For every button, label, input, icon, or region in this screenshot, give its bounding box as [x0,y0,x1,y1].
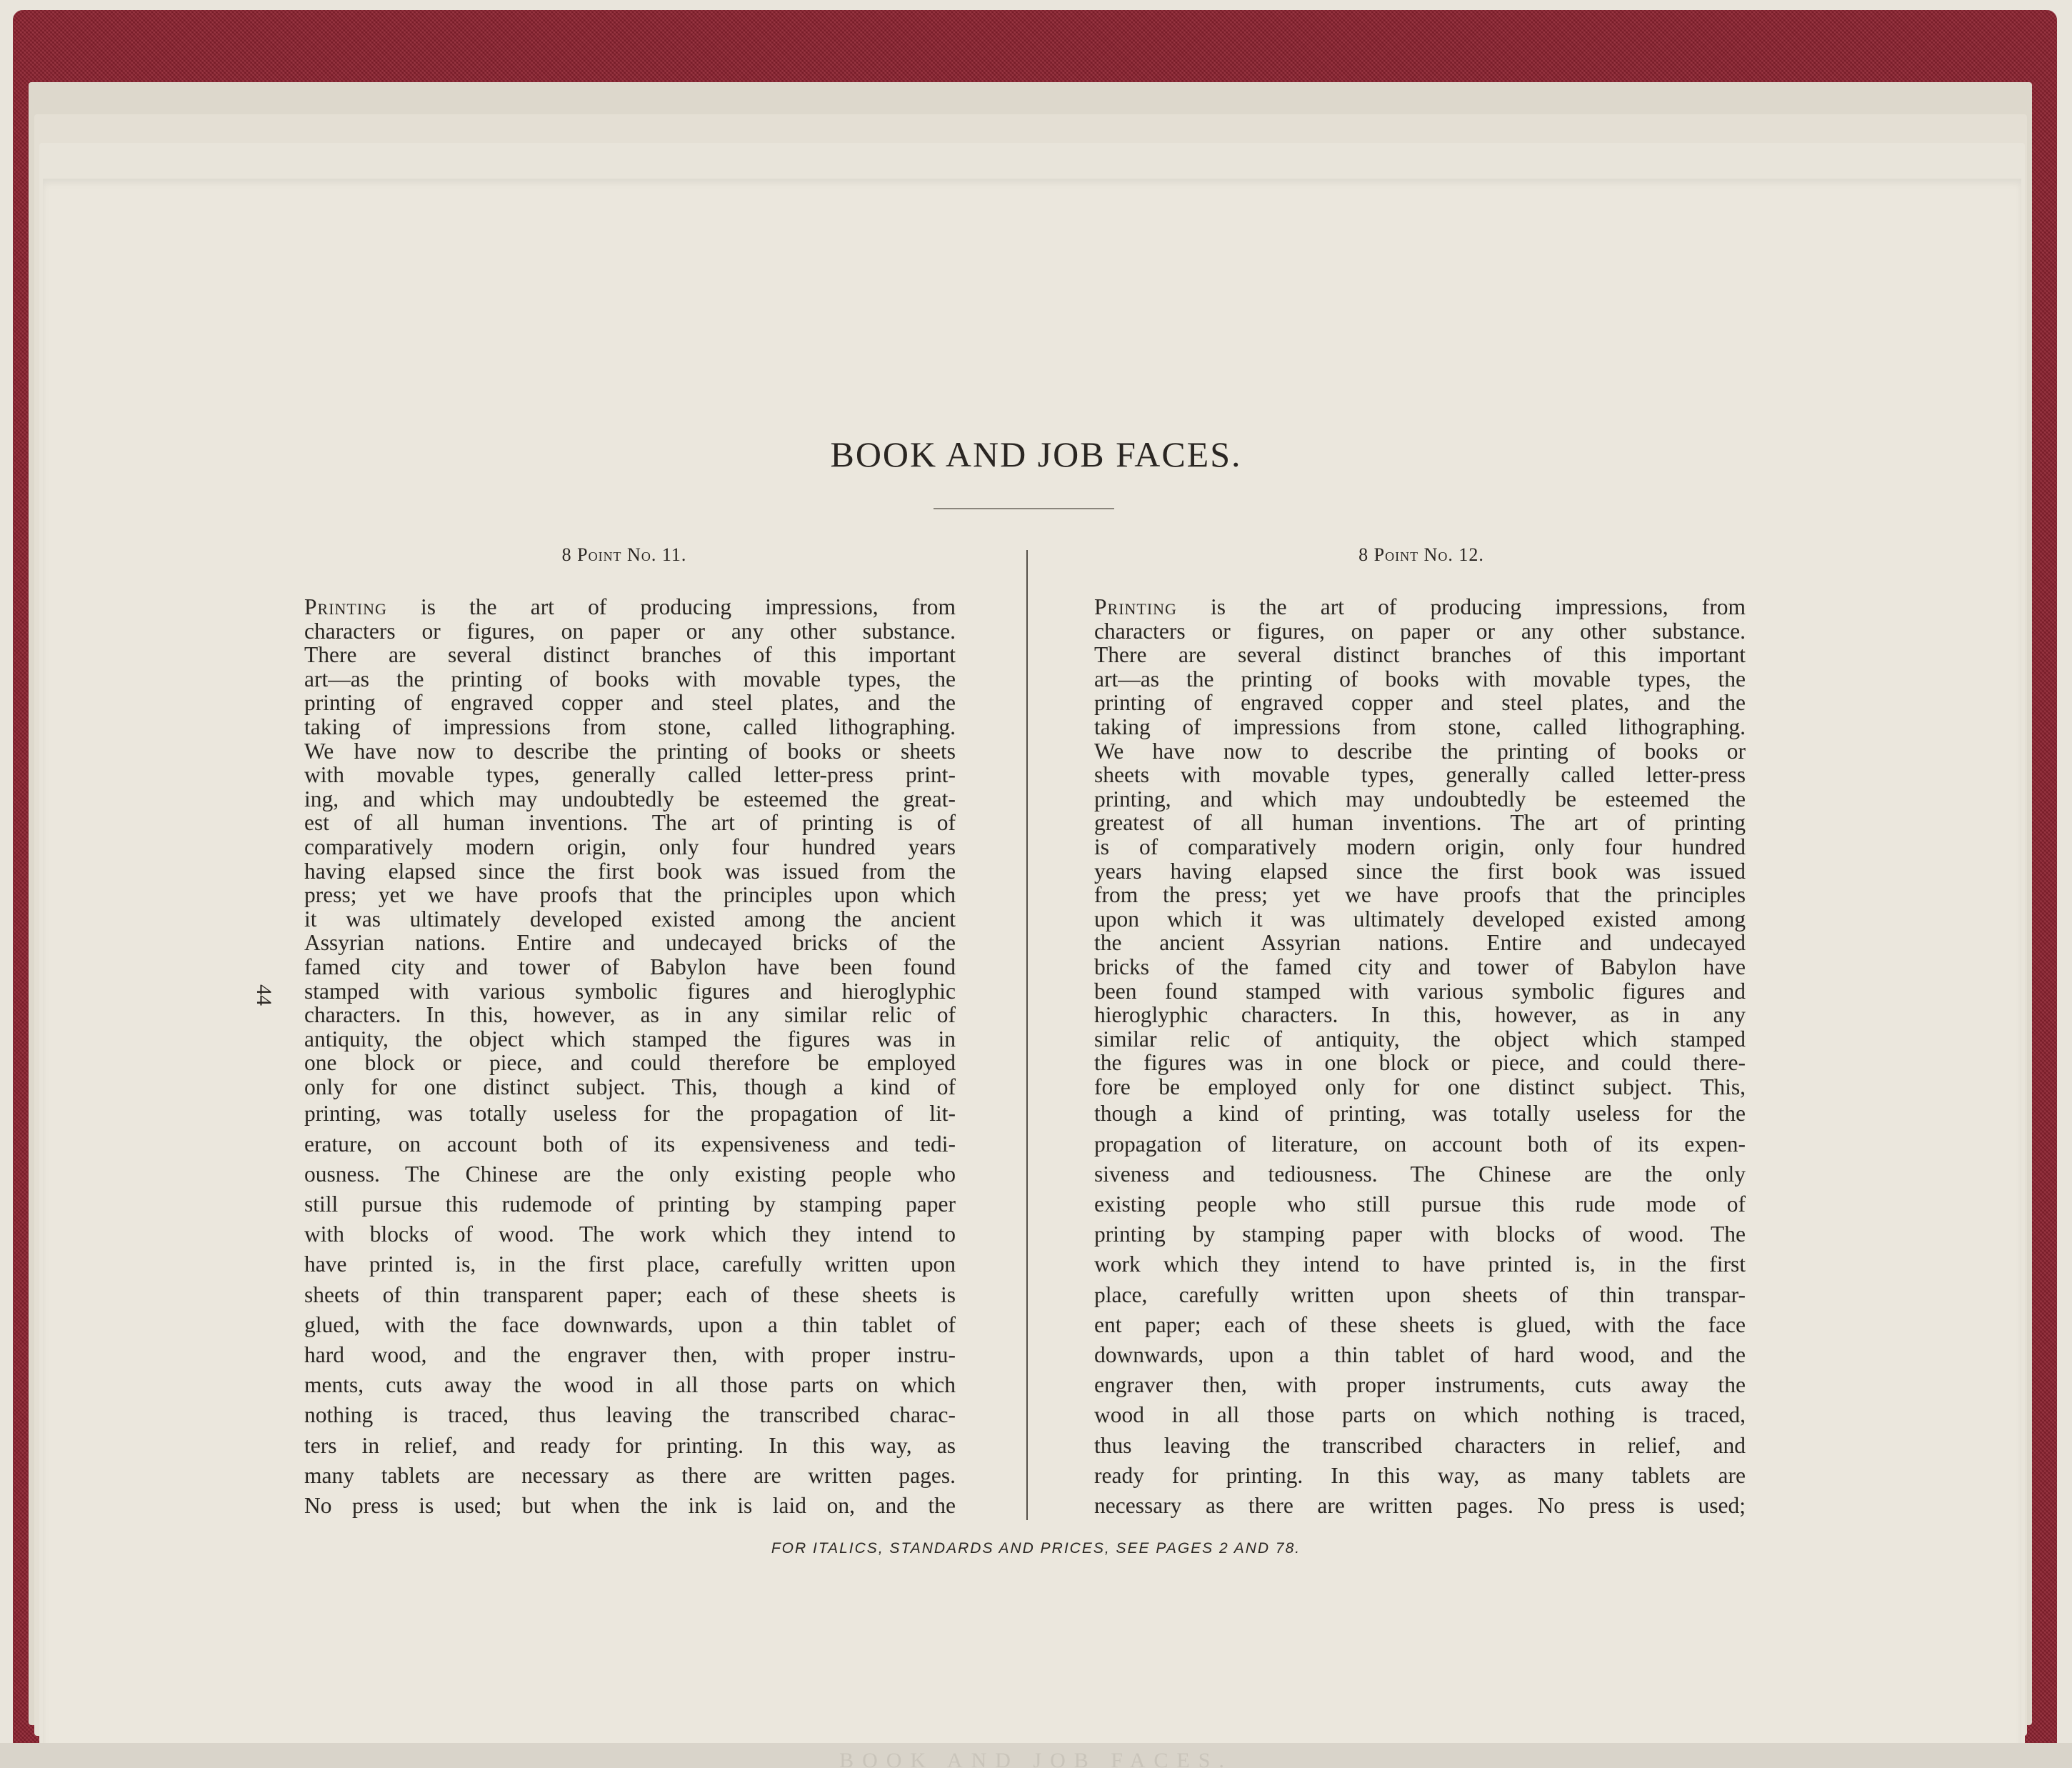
text-line: the ancient Assyrian nations. Entire and undecayed [1094,930,1746,956]
text-line: is of comparatively modern origin, only four hundred [1094,834,1746,859]
bleed-through-text: BOOK AND JOB FACES. [839,1749,1233,1768]
text-line: characters or figures, on paper or any other substance. [1094,618,1746,644]
text-line: antiquity, the object which stamped the figures was in [304,1026,956,1052]
text-line: stamped with various symbolic figures and hieroglyphic [304,978,956,1004]
left-column-text [304,595,956,1521]
text-line [304,595,956,619]
right-column-heading: 8 Point No. 12. [1358,544,1484,565]
text-line: characters. In this, however, as in any similar relic of [304,1002,956,1028]
page-number: 44 [252,984,276,1006]
title-rule [934,508,1114,509]
text-line: There are several distinct branches of this important [304,642,956,668]
text-line: engraver then, with proper instruments, cuts away the [1094,1372,1746,1398]
page-title: BOOK AND JOB FACES. [830,434,1242,474]
text-line: press; yet we have proofs that the principles upon which [304,882,956,908]
text-line: ent paper; each of these sheets is glued, with the face [1094,1312,1746,1337]
text-line: ters in relief, and ready for printing. In this way, as [304,1432,956,1458]
text-line-rest: is the art of producing impressions, from [386,594,956,619]
text-line: printing by stamping paper with blocks of wood. The [1094,1222,1746,1247]
text-line: printing, and which may undoubtedly be esteemed the [1094,786,1746,811]
text-line: hard wood, and the engraver then, with proper instru- [304,1342,956,1367]
text-line: We have now to describe the printing of books or sheets [304,738,956,764]
text-line-rest: is the art of producing impressions, from [1176,594,1746,619]
text-line: with blocks of wood. The work which they intend to [304,1222,956,1247]
text-line: ing, and which may undoubtedly be esteemed the great- [304,786,956,811]
text-line: upon which it was ultimately developed existed among [1094,906,1746,932]
text-line: printing of engraved copper and steel plates, and the [304,690,956,716]
text-line: wood in all those parts on which nothing is traced, [1094,1402,1746,1428]
text-line: est of all human inventions. The art of printing is of [304,810,956,836]
text-line [1094,595,1746,619]
text-line: art—as the printing of books with movable types, the [304,666,956,691]
text-line: place, carefully written upon sheets of thin transpar- [1094,1282,1746,1307]
lead-word: Printing [304,594,387,619]
text-line: it was ultimately developed existed among the ancient [304,906,956,932]
text-line: one block or piece, and could therefore be employed [304,1050,956,1076]
text-line: existing people who still pursue this rude mode of [1094,1192,1746,1217]
text-line: still pursue this rudemode of printing by stamping paper [304,1192,956,1217]
text-line: thus leaving the transcribed characters in relief, and [1094,1432,1746,1458]
text-line: propagation of literature, on account both of its expen- [1094,1131,1746,1157]
text-line: nothing is traced, thus leaving the transcribed charac- [304,1402,956,1428]
column-divider [1026,550,1028,1520]
text-line: from the press; yet we have proofs that the principles [1094,882,1746,908]
text-line: many tablets are necessary as there are written pages. [304,1462,956,1488]
text-line: printing, was totally useless for the propagation of lit- [304,1101,956,1127]
text-line: similar relic of antiquity, the object which stamped [1094,1026,1746,1052]
text-line: bricks of the famed city and tower of Babylon have [1094,954,1746,979]
text-line: taking of impressions from stone, called lithographing. [304,714,956,739]
text-line: ousness. The Chinese are the only existing people who [304,1161,956,1187]
text-line: art—as the printing of books with movable types, the [1094,666,1746,691]
text-line: sheets with movable types, generally called letter-press [1094,762,1746,788]
text-line: though a kind of printing, was totally useless for the [1094,1101,1746,1127]
text-line: No press is used; but when the ink is laid on, and the [304,1492,956,1518]
text-line: Assyrian nations. Entire and undecayed bricks of the [304,930,956,956]
text-line: erature, on account both of its expensiveness and tedi- [304,1131,956,1157]
text-line: comparatively modern origin, only four hundred years [304,834,956,859]
text-line: downwards, upon a thin tablet of hard wood, and the [1094,1342,1746,1367]
text-line: taking of impressions from stone, called lithographing. [1094,714,1746,739]
right-column-text [1094,595,1746,1521]
text-line: famed city and tower of Babylon have been found [304,954,956,979]
text-line: work which they intend to have printed is, in the first [1094,1252,1746,1277]
text-line: necessary as there are written pages. No press is used; [1094,1492,1746,1518]
footer-note: FOR ITALICS, STANDARDS AND PRICES, SEE PAGES 2 AND 78. [771,1540,1301,1557]
text-line: We have now to describe the printing of books or [1094,738,1746,764]
text-line: characters or figures, on paper or any other substance. [304,618,956,644]
text-line: with movable types, generally called letter-press print- [304,762,956,788]
text-line: only for one distinct subject. This, though a kind of [304,1074,956,1099]
text-line: have printed is, in the first place, carefully written upon [304,1252,956,1277]
text-line: greatest of all human inventions. The art of printing [1094,810,1746,836]
lead-word: Printing [1094,594,1177,619]
text-line: years having elapsed since the first book was issued [1094,858,1746,884]
text-line: ments, cuts away the wood in all those parts on which [304,1372,956,1398]
text-line: the figures was in one block or piece, and could there- [1094,1050,1746,1076]
text-line: siveness and tediousness. The Chinese are the only [1094,1161,1746,1187]
text-line: ready for printing. In this way, as many tablets are [1094,1462,1746,1488]
left-column-heading: 8 Point No. 11. [561,544,687,565]
text-line: sheets of thin transparent paper; each of these sheets is [304,1282,956,1307]
text-line: been found stamped with various symbolic figures and [1094,978,1746,1004]
text-line: There are several distinct branches of this important [1094,642,1746,668]
text-line: printing of engraved copper and steel plates, and the [1094,690,1746,716]
text-line: having elapsed since the first book was issued from the [304,858,956,884]
text-line: fore be employed only for one distinct subject. This, [1094,1074,1746,1099]
text-line: hieroglyphic characters. In this, however, as in any [1094,1002,1746,1028]
text-line: glued, with the face downwards, upon a thin tablet of [304,1312,956,1337]
